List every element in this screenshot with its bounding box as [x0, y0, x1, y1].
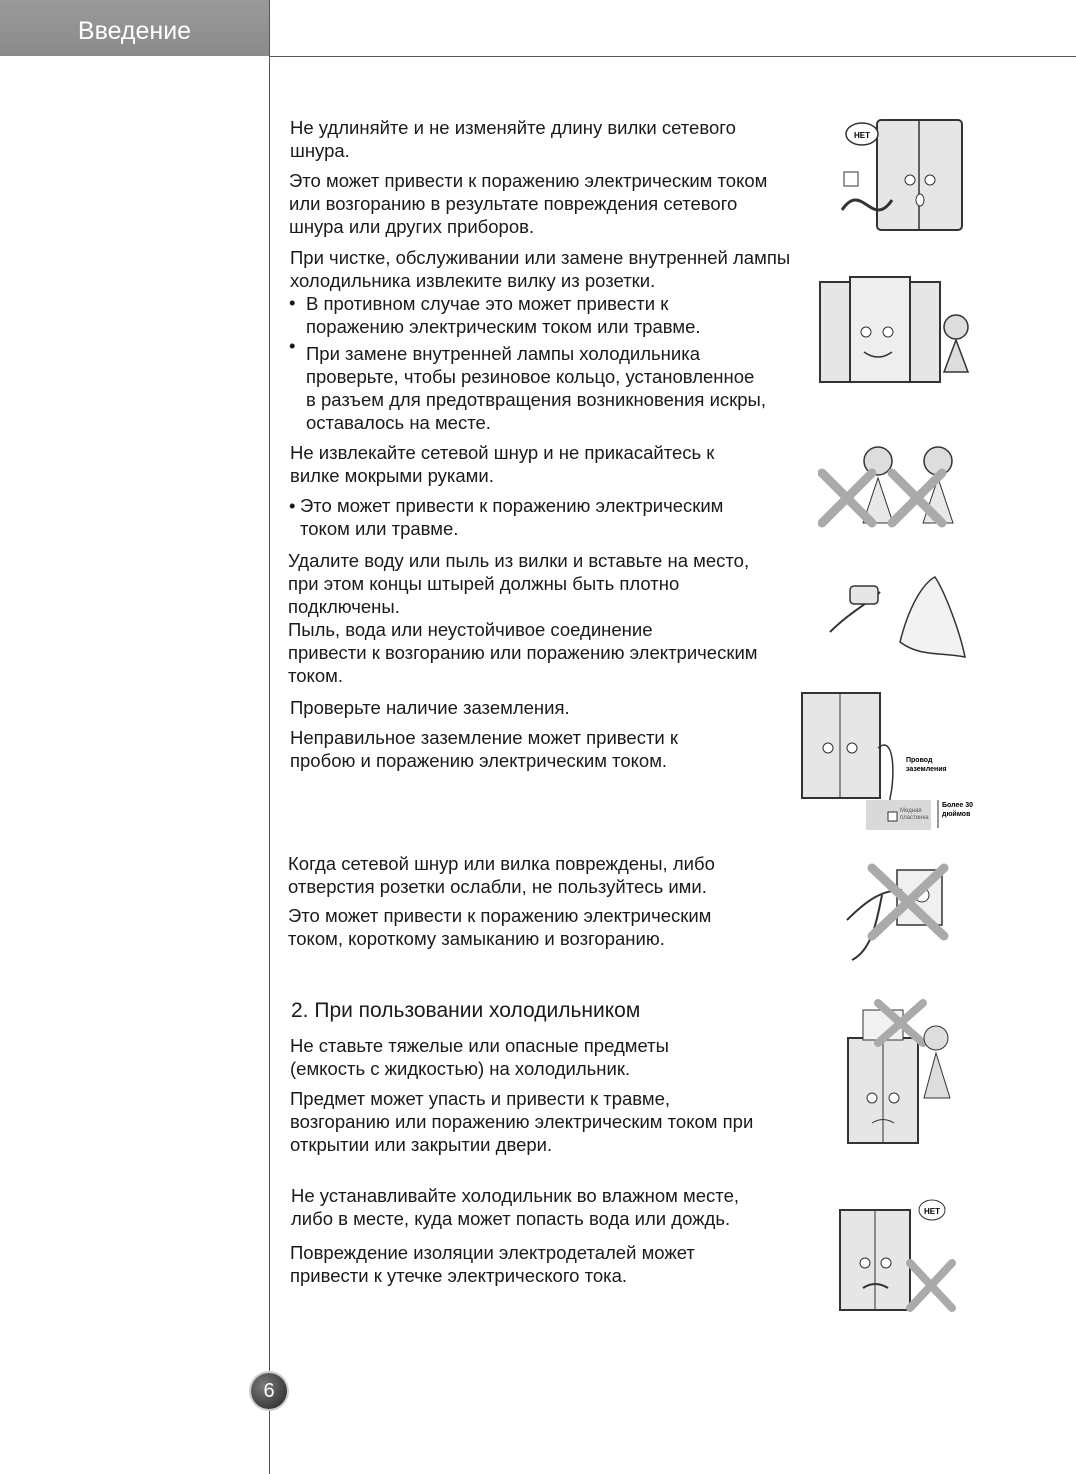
- warning-grounding: Проверьте наличие заземления.: [290, 697, 570, 718]
- warning-lamp-bullet-1: В противном случае это может привести к поражению электрическим током или травме.: [306, 293, 701, 337]
- warning-wet-hands-detail: Это может привести к поражению электрическим током или травме.: [300, 495, 724, 539]
- illustration-label-net-2: НЕТ: [924, 1207, 940, 1216]
- warning-lamp-bullet-2: При замене внутренней лампы холодильника проверьте, чтобы резиновое кольцо, установленное в разъем для предотвращения возникновения искры, оставалось на месте.: [306, 343, 766, 433]
- warning-plug-extend-detail: Это может привести к поражению электрическим током или возгоранию в результате повреждения сетевого шнура или других приборов.: [289, 170, 768, 237]
- warning-grounding-detail: Неправильное заземление может привести к пробою и поражению электрическим током.: [290, 727, 678, 771]
- section-header-tab: Введение: [0, 0, 269, 56]
- warning-dust-plug: Удалите воду или пыль из вилки и вставьте на место, при этом концы штырей должны быть плотно подключены. Пыль, вода или неустойчивое соединение привести к возгоранию или поражению электрическим током.: [288, 550, 758, 686]
- wet-hands-crossed-illustration: [818, 433, 978, 533]
- bullet-marker: •: [289, 292, 296, 313]
- warning-heavy-objects: Не ставьте тяжелые или опасные предметы (емкость с жидкостью) на холодильник.: [290, 1035, 669, 1079]
- label-depth: Более 30: [942, 802, 974, 809]
- label-depth-2: дюймов: [942, 811, 971, 818]
- grounding-diagram-illustration: [800, 688, 980, 833]
- bullet-marker: •: [289, 495, 296, 516]
- fridge-lamp-girl-illustration: [818, 272, 978, 387]
- label-copper-plate: Медная: [900, 808, 922, 814]
- wet-place-crossed-illustration: [830, 1188, 970, 1316]
- illustration-label-net: НЕТ: [854, 131, 870, 140]
- header-divider: [269, 56, 1076, 57]
- label-copper-plate-2: пластинка: [900, 815, 929, 821]
- heavy-objects-crossed-illustration: [838, 998, 968, 1148]
- fridge-no-plug-illustration: [822, 100, 982, 240]
- warning-heavy-objects-detail: Предмет может упасть и привести к травме, возгоранию или поражению электрическим током при открытии или закрытии двери.: [290, 1088, 754, 1155]
- margin-rule: [269, 0, 270, 1474]
- label-ground-wire-2: заземления: [906, 766, 947, 773]
- warning-damaged-cord: Когда сетевой шнур или вилка повреждены, либо отверстия розетки ослабли, не пользуйтесь ими.: [288, 853, 715, 897]
- plug-wipe-illustration: [820, 572, 980, 672]
- warning-humid-place-detail: Повреждение изоляции электродеталей может привести к утечке электрического тока.: [290, 1242, 695, 1286]
- page-number-badge: 6: [251, 1373, 287, 1409]
- section-heading-usage: 2. При пользовании холодильником: [291, 999, 641, 1022]
- warning-plug-extend: Не удлиняйте и не изменяйте длину вилки сетевого шнура.: [290, 117, 736, 161]
- damaged-plug-crossed-illustration: [842, 860, 952, 965]
- warning-damaged-cord-detail: Это может привести к поражению электрическим током, короткому замыканию и возгоранию.: [288, 905, 712, 949]
- bullet-marker: •: [289, 335, 296, 356]
- label-ground-wire: Провод: [906, 757, 933, 764]
- warning-lamp-unplug: При чистке, обслуживании или замене внутренней лампы холодильника извлеките вилку из розетки.: [290, 247, 791, 291]
- warning-wet-hands: Не извлекайте сетевой шнур и не прикасайтесь к вилке мокрыми руками.: [290, 442, 715, 486]
- warning-humid-place: Не устанавливайте холодильник во влажном месте, либо в месте, куда может попасть вода или дождь.: [291, 1185, 739, 1229]
